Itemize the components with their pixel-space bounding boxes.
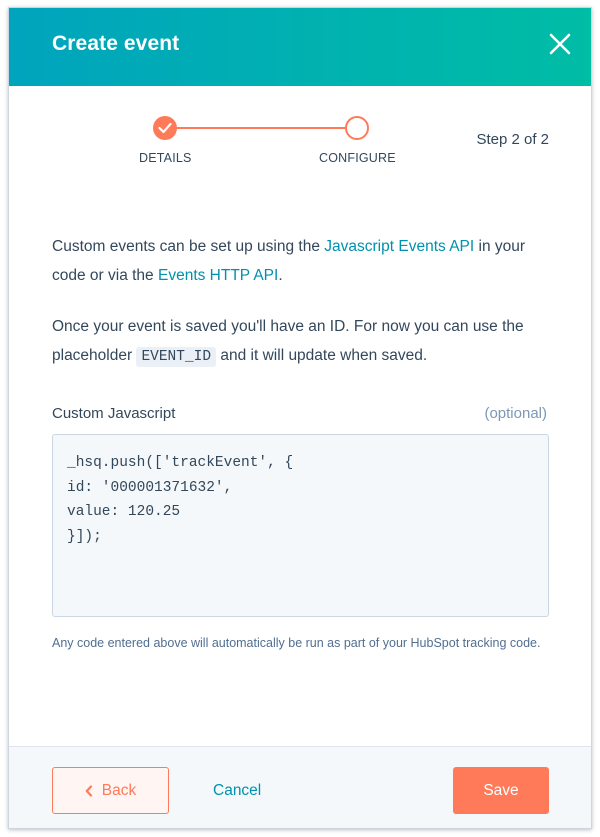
cancel-button[interactable]: Cancel — [213, 782, 262, 799]
custom-javascript-label: Custom Javascript — [52, 405, 176, 422]
back-button[interactable] — [52, 767, 169, 814]
id-note-text-1: Once your event is saved you'll have an ID. For now you can use the placeholder — [52, 318, 524, 364]
create-event-modal — [8, 7, 592, 829]
step-2-label: CONFIGURE — [319, 151, 396, 165]
id-note-text-2: and it will update when saved. — [216, 347, 428, 364]
step-1-indicator — [153, 116, 177, 140]
modal-footer — [9, 746, 592, 829]
close-icon — [547, 31, 573, 57]
modal-title: Create event — [52, 32, 180, 55]
javascript-events-api-link[interactable]: Javascript Events API — [324, 238, 475, 255]
event-id-placeholder: EVENT_ID — [136, 347, 216, 367]
step-2-indicator — [345, 116, 369, 140]
intro-paragraph — [52, 232, 552, 290]
custom-javascript-editor[interactable]: _hsq.push(['trackEvent', { id: '000001371632', value: 120.25 }]); — [52, 434, 549, 617]
stepper-connector — [166, 127, 356, 129]
check-icon — [158, 122, 172, 134]
id-note-paragraph — [52, 312, 552, 372]
events-http-api-link[interactable]: Events HTTP API — [157, 267, 279, 284]
step-count: Step 2 of 2 — [476, 131, 549, 148]
intro-text-2: in your code or via the — [52, 238, 526, 284]
intro-text-1: Custom events can be set up using the — [52, 238, 325, 255]
chevron-left-icon — [85, 785, 93, 797]
step-1-label: DETAILS — [139, 151, 192, 165]
intro-text-3: . — [278, 267, 283, 284]
custom-javascript-help-text: Any code entered above will automatically be run as part of your HubSpot tracking code. — [52, 636, 541, 650]
progress-stepper — [9, 86, 592, 196]
back-button-label: Back — [101, 781, 137, 799]
modal-header — [9, 8, 592, 86]
optional-label: (optional) — [484, 405, 547, 422]
save-button[interactable]: Save — [453, 767, 549, 814]
close-button[interactable] — [547, 31, 573, 57]
